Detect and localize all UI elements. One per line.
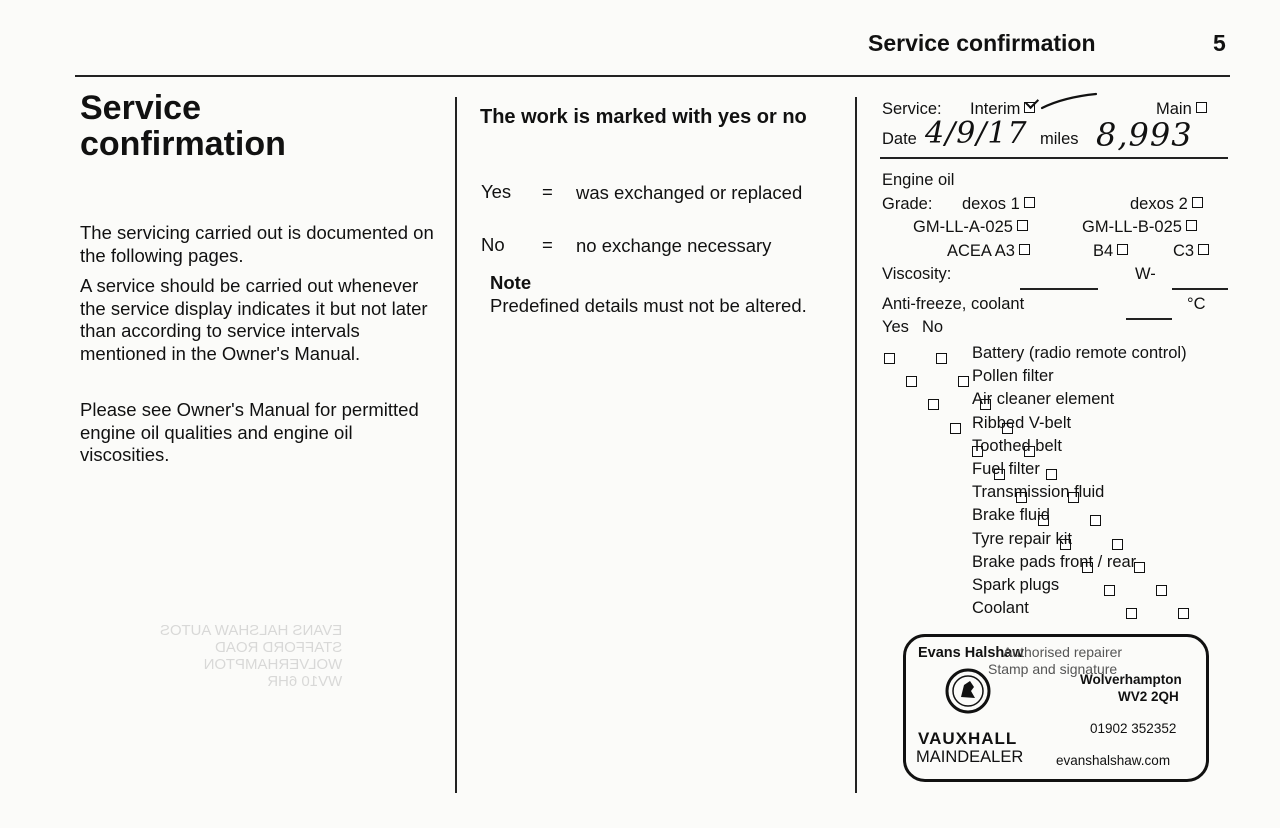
item-yes-checkbox[interactable] [1126, 608, 1137, 619]
dealer-postcode: WV2 2QH [1118, 689, 1179, 704]
grade-gm-ll-b-025-checkbox[interactable] [1186, 220, 1197, 231]
oil-paragraph: Please see Owner's Manual for permitted engine oil qualities and engine oil viscosities. [80, 399, 419, 465]
grade-gm-ll-a-025 [913, 218, 1028, 237]
grade-c3 [1173, 242, 1209, 261]
grade-label: Grade: [882, 195, 933, 213]
show-through-line: EVANS HALSHAW AUTOS [160, 622, 343, 639]
item-yes-checkbox[interactable] [1104, 585, 1115, 596]
grade-b4-label: B4 [1093, 242, 1114, 260]
main-label: Main [1156, 100, 1192, 118]
definition-term-yes: Yes [481, 181, 512, 202]
grade-acea-a3-label: ACEA A3 [947, 242, 1015, 260]
show-through-text [160, 622, 342, 690]
miles-label: miles [1040, 130, 1079, 148]
antifreeze-field[interactable] [1126, 318, 1172, 320]
item-no-checkbox[interactable] [958, 376, 969, 387]
grade-gm-ll-a-025-label: GM-LL-A-025 [913, 218, 1013, 236]
item-no-checkbox[interactable] [1090, 515, 1101, 526]
date-value[interactable]: 4/9/17 [925, 116, 1028, 151]
header-rule [75, 75, 1230, 77]
definition-equals: = [542, 234, 553, 255]
antifreeze-unit: °C [1187, 295, 1206, 313]
date-underline [880, 157, 1228, 159]
service-item-label: Fuel filter [972, 460, 1040, 478]
item-yes-checkbox[interactable] [906, 376, 917, 387]
grade-dexos2-label: dexos 2 [1130, 195, 1188, 213]
running-title: Service confirmation [868, 30, 1096, 56]
no-column-header: No [922, 318, 944, 336]
grade-b4 [1093, 242, 1128, 261]
dealer-name: Evans Halshaw [918, 645, 1024, 661]
service-item-label: Brake pads front / rear [972, 553, 1137, 571]
antifreeze-label: Anti-freeze, coolant [882, 295, 1025, 313]
service-item-label: Transmission fluid [972, 483, 1105, 501]
show-through-line: WV10 6HR [267, 673, 343, 690]
item-yes-checkbox[interactable] [884, 353, 895, 364]
service-item-label: Toothed belt [972, 437, 1062, 455]
viscosity-w-label: W- [1135, 265, 1156, 283]
main-checkbox[interactable] [1196, 102, 1207, 113]
note-title: Note [490, 272, 532, 293]
grade-dexos1 [962, 195, 1035, 214]
engine-oil-label: Engine oil [882, 171, 955, 189]
item-no-checkbox[interactable] [1178, 608, 1189, 619]
grade-c3-checkbox[interactable] [1198, 244, 1209, 255]
service-item-label: Battery (radio remote control) [972, 344, 1187, 362]
service-item-label: Tyre repair kit [972, 530, 1072, 548]
definition-desc-yes: was exchanged or replaced [576, 182, 803, 203]
grade-dexos1-checkbox[interactable] [1024, 197, 1035, 208]
page-title [80, 90, 440, 162]
note-text: Predefined details must not be altered. [490, 295, 807, 316]
miles-value[interactable]: 8,993 [1096, 116, 1193, 154]
dealer-phone: 01902 352352 [1090, 721, 1177, 736]
item-yes-checkbox[interactable] [928, 399, 939, 410]
marking-heading: The work is marked with yes or no [480, 106, 807, 128]
definition-desc-no: no exchange necessary [576, 235, 772, 256]
page-title-line: Service [80, 89, 201, 127]
printed-repairer-caption: Authorised repairer [1003, 644, 1123, 660]
definition-term-no: No [481, 234, 505, 255]
brand-subtitle: MAINDEALER [916, 748, 1024, 766]
grade-acea-a3 [947, 242, 1030, 261]
grade-dexos2 [1130, 195, 1203, 214]
yes-column-header: Yes [882, 318, 909, 336]
column-divider-left [455, 97, 457, 793]
service-item-label: Brake fluid [972, 506, 1050, 524]
viscosity-label: Viscosity: [882, 265, 952, 283]
service-paragraph: A service should be carried out whenever the service display indicates it but not later than according to service intervals mentioned in the Owner's Manual. [80, 275, 428, 364]
item-no-checkbox[interactable] [1046, 469, 1057, 480]
grade-gm-ll-a-025-checkbox[interactable] [1017, 220, 1028, 231]
column-divider-right [855, 97, 857, 793]
service-item-label: Coolant [972, 599, 1029, 617]
service-label: Service: [882, 100, 942, 118]
page-title-line: confirmation [80, 125, 286, 163]
dealer-city: Wolverhampton [1080, 672, 1182, 687]
show-through-line: WOLVERHAMPTON [203, 656, 343, 673]
griffin-logo-icon [944, 667, 992, 715]
interim-checkbox[interactable] [1024, 102, 1035, 113]
service-item-label: Pollen filter [972, 367, 1054, 385]
intro-paragraph: The servicing carried out is documented on the following pages. [80, 222, 434, 266]
item-no-checkbox[interactable] [936, 353, 947, 364]
item-yes-checkbox[interactable] [950, 423, 961, 434]
item-no-checkbox[interactable] [1156, 585, 1167, 596]
grade-gm-ll-b-025 [1082, 218, 1197, 237]
service-item-label: Ribbed V-belt [972, 414, 1072, 432]
page-number: 5 [1213, 30, 1226, 56]
dealer-website: evanshalshaw.com [1056, 753, 1171, 768]
show-through-line: STAFFORD ROAD [215, 639, 343, 656]
interim-label: Interim [970, 100, 1021, 118]
definition-equals: = [542, 181, 553, 202]
grade-acea-a3-checkbox[interactable] [1019, 244, 1030, 255]
grade-dexos1-label: dexos 1 [962, 195, 1020, 213]
viscosity-field-2[interactable] [1172, 288, 1228, 290]
service-item-label: Air cleaner element [972, 390, 1115, 408]
brand-name: VAUXHALL [918, 729, 1018, 748]
viscosity-field-1[interactable] [1020, 288, 1098, 290]
grade-c3-label: C3 [1173, 242, 1195, 260]
grade-dexos2-checkbox[interactable] [1192, 197, 1203, 208]
checkmark-stroke-icon [1038, 90, 1100, 112]
service-item-label: Spark plugs [972, 576, 1060, 594]
grade-gm-ll-b-025-label: GM-LL-B-025 [1082, 218, 1182, 236]
date-label: Date [882, 130, 917, 148]
printed-stamp-caption: Stamp and signature [988, 661, 1118, 677]
grade-b4-checkbox[interactable] [1117, 244, 1128, 255]
item-no-checkbox[interactable] [1112, 539, 1123, 550]
